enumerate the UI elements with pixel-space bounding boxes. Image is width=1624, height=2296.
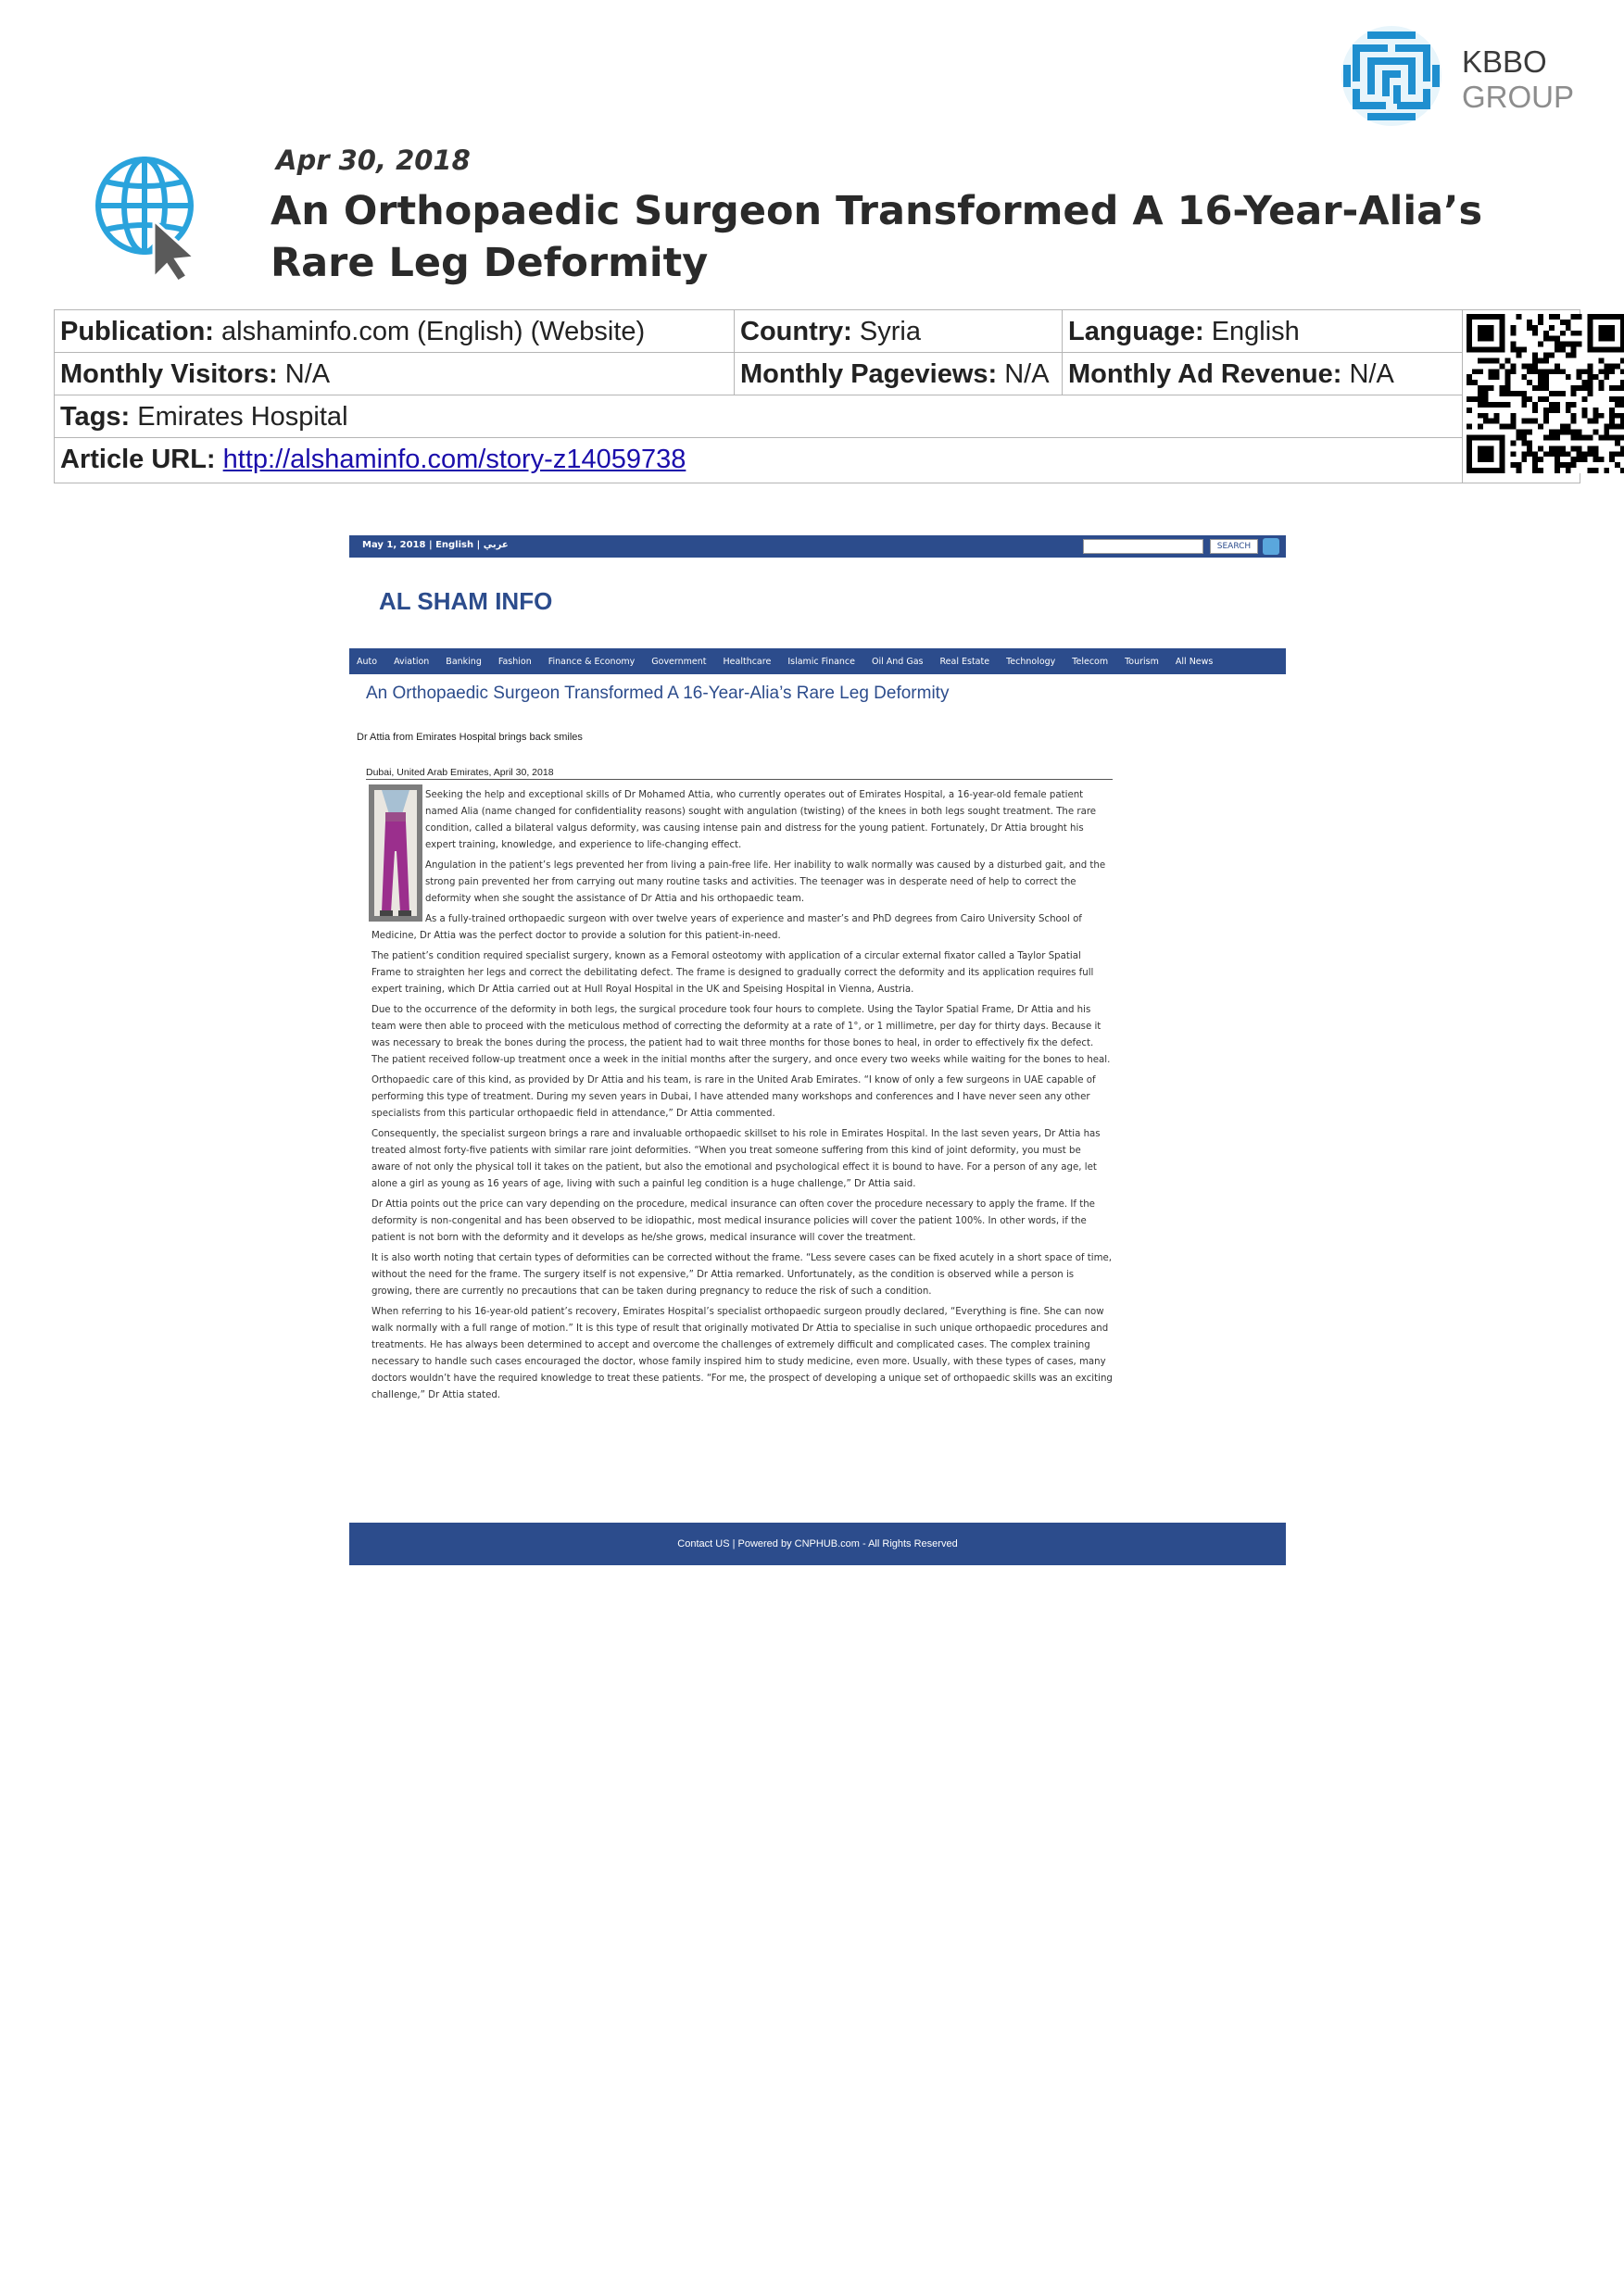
report-title: An Orthopaedic Surgeon Transformed A 16-Year-Alia’s Rare Leg Deformity (271, 188, 1483, 286)
report-date: Apr 30, 2018 (276, 144, 471, 176)
brand-line-2: GROUP (1462, 80, 1575, 114)
nav-item[interactable]: Healthcare (723, 656, 772, 667)
nav-item[interactable]: Oil And Gas (872, 656, 924, 667)
site-name: AL SHAM INFO (379, 587, 553, 615)
article-url-link[interactable]: http://alshaminfo.com/story-z14059738 (222, 445, 686, 474)
site-nav (349, 648, 1286, 674)
nav-item[interactable]: Banking (446, 656, 482, 667)
kbbo-logo-icon (1340, 24, 1443, 128)
site-search-input[interactable] (1083, 539, 1203, 554)
article-paragraph: Consequently, the specialist surgeon brings a rare and invaluable orthopaedic skillset to his role in Emirates Hospital. In the last seven years, Dr Attia has treated almost forty-five patients with similar rare joint deformities. “When you treat someone suffering from this kind of joint deformity, you must be aware of not only the physical toll it takes on the patient, but also the emotional and psychological effect it is bound to have. For a person of any age, let alone a girl as young as 16 years of age, living with such a painful leg condition is a huge challenge,” Dr Attia said. (371, 1129, 1101, 1189)
nav-item[interactable]: All News (1175, 656, 1214, 667)
nav-item[interactable]: Auto (357, 656, 378, 667)
country-value: Syria (859, 317, 921, 346)
publication-label: Publication: (60, 317, 214, 346)
publication-value: alshaminfo.com (English) (Website) (221, 317, 646, 346)
revenue-value: N/A (1349, 359, 1394, 389)
nav-item[interactable]: Islamic Finance (787, 656, 856, 667)
nav-item[interactable]: Aviation (394, 656, 430, 667)
language-label: Language: (1068, 317, 1204, 346)
article-paragraph: As a fully-trained orthopaedic surgeon with over twelve years of experience and master’s and PhD degrees from Cairo University School of Medicine, Dr Attia was the perfect doctor to provide a solution for this patient-in-need. (371, 914, 1082, 941)
article-paragraph: Dr Attia points out the price can vary depending on the procedure, medical insurance can often cover the procedure necessary to apply the frame. If the deformity is non-congenital and has been observed to be idiopathic, most medical insurance policies will cover the patient 100%. In other words, if the patient is not born with the deformity and it develops as he/she grows, medical insurance will cover the treatment. (371, 1199, 1095, 1243)
site-search-button[interactable]: SEARCH (1210, 539, 1258, 554)
kbbo-logo (1340, 24, 1575, 128)
pageviews-label: Monthly Pageviews: (740, 359, 998, 389)
article-paragraph: Due to the occurrence of the deformity in both legs, the surgical procedure took four hours to complete. Using the Taylor Spatial Frame, Dr Attia and his team were then able to proceed with the meticulous method of correcting the deformity at a rate of 1°, or 1 millimetre, per day for thirty days. Because it was necessary to break the bones during the process, the patient had to wait three months for those bones to heal, in order to effectively fix the defect. The patient received follow-up treatment once a week in the initial months after the surgery, and once every two weeks while waiting for the bones to heal. (371, 1005, 1111, 1065)
visitors-label: Monthly Visitors: (60, 359, 278, 389)
article-paragraph: Angulation in the patient’s legs prevented her from living a pain-free life. Her inability to walk normally was caused by a disturbed gait, and the strong pain prevented her from carrying out many routine tasks and activities. The teenager was in desperate need of help to correct the deformity when she sought the assistance of Dr Attia and his orthopaedic team. (425, 860, 1106, 904)
language-value: English (1211, 317, 1300, 346)
photo-spacer (371, 787, 425, 926)
nav-item[interactable]: Tourism (1125, 656, 1159, 667)
site-footer: Contact US | Powered by CNPHUB.com - All Rights Reserved (349, 1523, 1286, 1565)
article-paragraph: When referring to his 16-year-old patient’s recovery, Emirates Hospital’s specialist orthopaedic surgeon proudly declared, “Everything is fine. She can now walk normally with a full range of motion.” It is this type of result that originally motivated Dr Attia to specialise in such unique orthopaedic procedures and treatments. He has always been determined to accept and overcome the challenges of extremely difficult and complicated cases. The complex training necessary to handle such cases encouraged the doctor, whose family inspired him to study medicine, even more. Usually, with these types of cases, many doctors wouldn’t have the required knowledge to treat these patients. “For me, the prospect of developing a unique set of orthopaedic skills was an exciting challenge,” Dr Attia stated. (371, 1307, 1113, 1400)
pageviews-cell (735, 353, 1063, 395)
article-dateline: Dubai, United Arab Emirates, April 30, 2018 (366, 767, 1113, 780)
nav-item[interactable]: Telecom (1072, 656, 1109, 667)
article-paragraph: Orthopaedic care of this kind, as provided by Dr Attia and his team, is rare in the United Arab Emirates. “I know of only a few surgeons in UAE capable of performing this type of treatment. During my seven years in Dubai, I have attended many workshops and conferences and I have never seen any other specialists from this particular orthopaedic field in attendance,” Dr Attia commented. (371, 1075, 1096, 1119)
nav-item[interactable]: Real Estate (939, 656, 990, 667)
tags-cell (55, 395, 1463, 438)
globe-cursor-icon (93, 152, 204, 282)
article-subtitle: Dr Attia from Emirates Hospital brings back smiles (357, 732, 583, 743)
article-paragraph: The patient’s condition required specialist surgery, known as a Femoral osteotomy with application of a circular external fixator called a Taylor Spatial Frame to straighten her legs and correct the debilitating defect. The frame is designed to gradually correct the deformity and its application requires full expert training, which Dr Attia carried out at Hull Royal Hospital in the UK and Speising Hospital in Vienna, Austria. (371, 951, 1094, 995)
tags-value: Emirates Hospital (137, 402, 348, 432)
article-headline: An Orthopaedic Surgeon Transformed A 16-Year-Alia’s Rare Leg Deformity (366, 684, 950, 703)
nav-item[interactable]: Finance & Economy (548, 656, 636, 667)
meta-table (54, 309, 1580, 483)
pageviews-value: N/A (1004, 359, 1050, 389)
article-body (371, 787, 1113, 1408)
article-screenshot (349, 535, 1286, 1565)
article-paragraph: Seeking the help and exceptional skills of Dr Mohamed Attia, who currently operates out of Emirates Hospital, a 16-year-old female patient named Alia (name changed for confidentiality reasons) sought with angulation (twisting) of the knees in both legs sought treatment. The rare condition, called a bilateral valgus deformity, was causing intense pain and distress for the young patient. Fortunately, Dr Attia brought his expert training, knowledge, and experience to life-changing effect. (425, 790, 1097, 850)
publication-cell (55, 310, 735, 353)
tags-label: Tags: (60, 402, 131, 432)
nav-item[interactable]: Fashion (497, 656, 532, 667)
topbar-date: May 1, 2018 | English | عربي (362, 540, 509, 550)
country-label: Country: (740, 317, 852, 346)
site-topbar (349, 535, 1286, 558)
revenue-label: Monthly Ad Revenue: (1068, 359, 1342, 389)
revenue-cell (1063, 353, 1463, 395)
nav-item[interactable]: Technology (1006, 656, 1056, 667)
visitors-cell (55, 353, 735, 395)
nav-item[interactable]: Government (651, 656, 707, 667)
qr-code-icon (1467, 314, 1624, 473)
visitors-value: N/A (284, 359, 331, 389)
article-paragraph: It is also worth noting that certain types of deformities can be corrected without the frame. “Less severe cases can be fixed acutely in a short space of time, without the need for the frame. The surgery itself is not expensive,” Dr Attia remarked. Unfortunately, as the condition is observed while a person is growing, there are currently no precautions that can be taken during pregnancy to reduce the risk of such a condition. (371, 1253, 1113, 1297)
brand-line-1: KBBO (1462, 44, 1547, 79)
language-cell (1063, 310, 1463, 353)
twitter-icon[interactable] (1263, 538, 1279, 555)
url-label: Article URL: (60, 445, 216, 474)
url-cell (55, 438, 1463, 483)
country-cell (735, 310, 1063, 353)
